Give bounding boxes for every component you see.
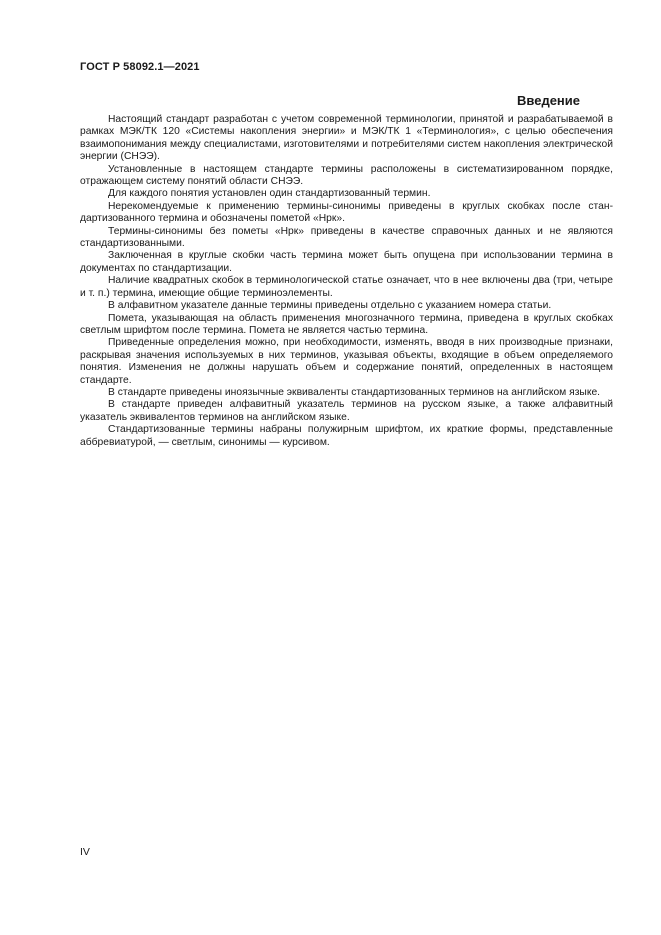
paragraph: Помета, указывающая на область применения многозначного термина, приведена в круглых скобках светлым шрифтом после термина. Помета не является частью термина. (80, 312, 613, 336)
paragraph: Нерекомендуемые к применению термины-синонимы приведены в круглых скобках после стандартизованного термина и обозначены пометой «Нрк». (80, 200, 613, 225)
paragraph: В стандарте приведены иноязычные эквиваленты стандартизованных терминов на английском языке. (108, 386, 601, 398)
paragraph: Настоящий стандарт разработан с учетом современной терминологии, принятой и разрабатываемой в рамках МЭК/ТК 120 «Системы накопления энергии» и МЭК/ТК 1 «Терминология», с целью обеспечения взаимопонимания между специалистами, изготовителями и потребителями систем накопления электрической энергии (СНЭЭ). (80, 114, 613, 163)
paragraph: Установленные в настоящем стандарте термины расположены в систематизированном порядке, отражающем систему понятий области СНЭЭ. (80, 163, 613, 188)
paragraph: В алфавитном указателе данные термины приведены отдельно с указанием номера статьи. (108, 300, 552, 312)
section-title: Введение (517, 93, 580, 108)
document-header: ГОСТ Р 58092.1—2021 (80, 61, 200, 73)
introduction-body (80, 114, 613, 449)
paragraph: Для каждого понятия установлен один стандартизованный термин. (108, 188, 431, 200)
paragraph: Приведенные определения можно, при необходимости, изменять, вводя в них производные признаки, раскрывая значения используемых в них терминов, указывая объекты, входящие в объем определяемого понятия. Изменения не должны нарушать объем и содержание понятий, определенных в настоящем стандарте. (80, 337, 613, 386)
paragraph: Термины-синонимы без пометы «Нрк» приведены в качестве справочных данных и не являются стандартизованными. (80, 225, 613, 250)
paragraph: Стандартизованные термины набраны полужирным шрифтом, их краткие формы, представленные аббревиатурой, — светлым, синонимы — курсивом. (80, 424, 613, 448)
paragraph: Заключенная в круглые скобки часть термина может быть опущена при использовании термина в документах по стандартизации. (80, 250, 613, 274)
page-number: IV (80, 846, 90, 858)
paragraph: Наличие квадратных скобок в терминологической статье означает, что в нее включены два (три, четыре и т. п.) термина, имеющие общие терминоэлементы. (80, 275, 613, 299)
paragraph: В стандарте приведен алфавитный указатель терминов на русском языке, а также алфавитный указатель эквивалентов терминов на английском языке. (80, 399, 613, 423)
